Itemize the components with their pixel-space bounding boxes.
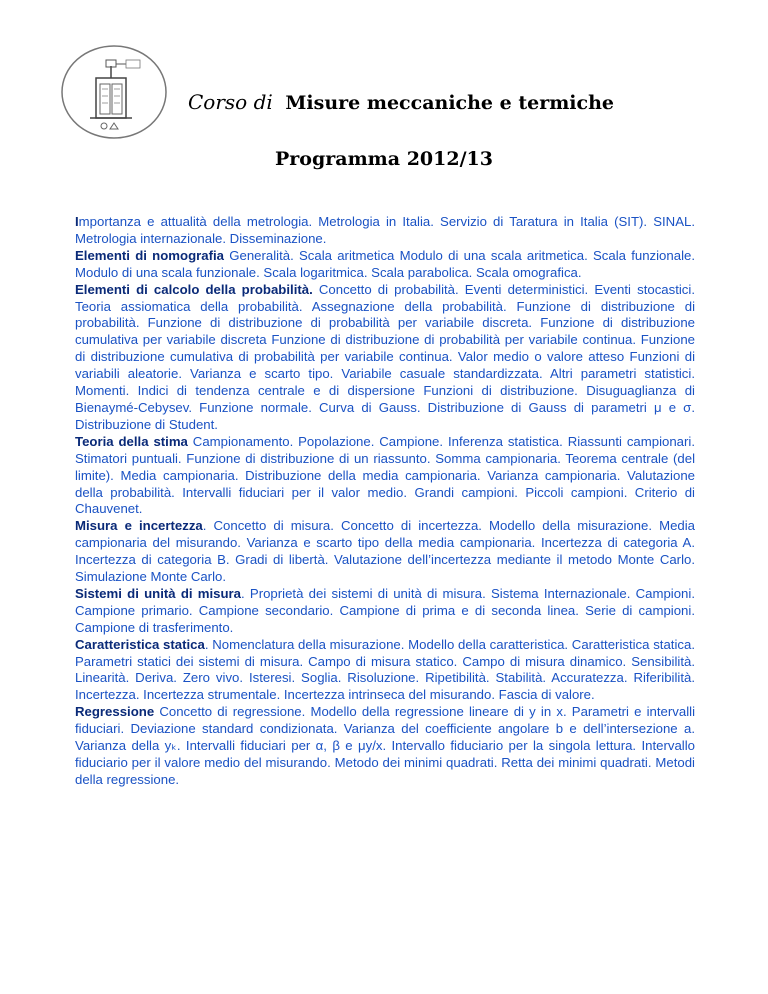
section-text: . Concetto di misura. Concetto di incertezza. Modello della misurazione. Media campionaria del misurando. Varianza e scarto tipo della media campionaria. Incertezza di categoria A. Incertezza di categoria B. Gradi di libertà. Valutazione dell’incertezza mediante il metodo Monte Carlo. Simulazione Monte Carlo. [75, 518, 695, 585]
course-logo [60, 44, 168, 140]
section-text: Concetto di probabilità. Eventi deterministici. Eventi stocastici. Teoria assiomatica della probabilità. Assegnazione della probabilità. Funzione di distribuzione di probabilità. Funzione di distribuzione di probabilità per variabile discreta. Funzione di distribuzione cumulativa per variabile discreta Funzione di distribuzione di probabilità per variabile continua. Funzione di distribuzione cumulativa di probabilità per variabile continua. Valor medio o valore atteso Funzioni di variabili aleatorie. Varianza e scarto tipo. Variabile casuale standardizzata. Altri parametri statistici. Momenti. Indici di tendenza centrale e di dispersione Funzioni di distribuzione. Disuguaglianza di Bienaymé-Cebysev. Funzione normale. Curva di Gauss. Distribuzione di Gauss di parametri μ e σ. Distribuzione di Student. [75, 281, 695, 432]
section-intro [75, 214, 695, 248]
section-heading: Regressione [75, 704, 155, 720]
section-sistemi [75, 586, 695, 637]
section-caratteristica [75, 637, 695, 705]
program-title: Programma 2012/13 [275, 148, 493, 170]
program-body [75, 214, 695, 789]
section-probabilita [75, 282, 695, 434]
section-heading: Sistemi di unità di misura [75, 585, 242, 601]
section-heading: I [75, 214, 79, 229]
section-heading: Caratteristica statica [75, 636, 205, 652]
section-text: mportanza e attualità della metrologia. Metrologia in Italia. Servizio di Taratura in Italia (SIT). SINAL. Metrologia internazionale. Disseminazione. [75, 214, 695, 246]
course-prefix: Corso di [188, 90, 273, 114]
section-text: . Nomenclatura della misurazione. Modello della caratteristica. Caratteristica statica. Parametri statici dei sistemi di misura. Campo di misura statico. Campo di misura dinamico. Sensibilità. Linearità. Deriva. Zero vivo. Isteresi. Soglia. Risoluzione. Ripetibilità. Stabilità. Accuratezza. Riferibilità. Incertezza. Incertezza strumentale. Incertezza intrinseca del misurando. Fascia di valore. [75, 636, 695, 703]
section-heading: Teoria della stima [75, 433, 188, 449]
section-heading: Elementi di calcolo della probabilità. [75, 281, 313, 297]
section-text: Concetto di regressione. Modello della regressione lineare di y in x. Parametri e intervalli fiduciari. Deviazione standard condizionata. Varianza del coefficiente angolare b e dell’intersezione a. Varianza della yₖ. Intervalli fiduciari per α, β e μy/x. Intervallo fiduciario per la singola lettura. Intervallo fiduciario per il valore medio del misurando. Metodo dei minimi quadrati. Retta dei minimi quadrati. Metodi della regressione. [75, 704, 695, 787]
section-stima [75, 434, 695, 519]
section-nomografia [75, 248, 695, 282]
engraving-logo-icon [60, 44, 168, 140]
section-heading: Misura e incertezza [75, 518, 203, 534]
course-name: Misure meccaniche e termiche [285, 92, 614, 114]
section-regressione [75, 704, 695, 789]
section-text: Campionamento. Popolazione. Campione. Inferenza statistica. Riassunti campionari. Stimatori puntuali. Funzione di distribuzione di un riassunto. Somma campionaria. Teorema centrale (del limite). Media campionaria. Distribuzione della media campionaria. Varianza campionaria. Valutazione della probabilità. Intervalli fiduciari per il valor medio. Grandi campioni. Piccoli campioni. Criterio di Chauvenet. [75, 433, 695, 517]
section-misura [75, 518, 695, 586]
section-heading: Elementi di nomografia [75, 247, 224, 263]
course-title [188, 90, 708, 114]
section-text: . Proprietà dei sistemi di unità di misura. Sistema Internazionale. Campioni. Campione primario. Campione secondario. Campione di prima e di seconda linea. Serie di campioni. Campione di trasferimento. [75, 585, 695, 635]
section-text: Generalità. Scala aritmetica Modulo di una scala aritmetica. Scala funzionale. Modulo di una scala funzionale. Scala logaritmica. Scala parabolica. Scala omografica. [75, 247, 695, 280]
